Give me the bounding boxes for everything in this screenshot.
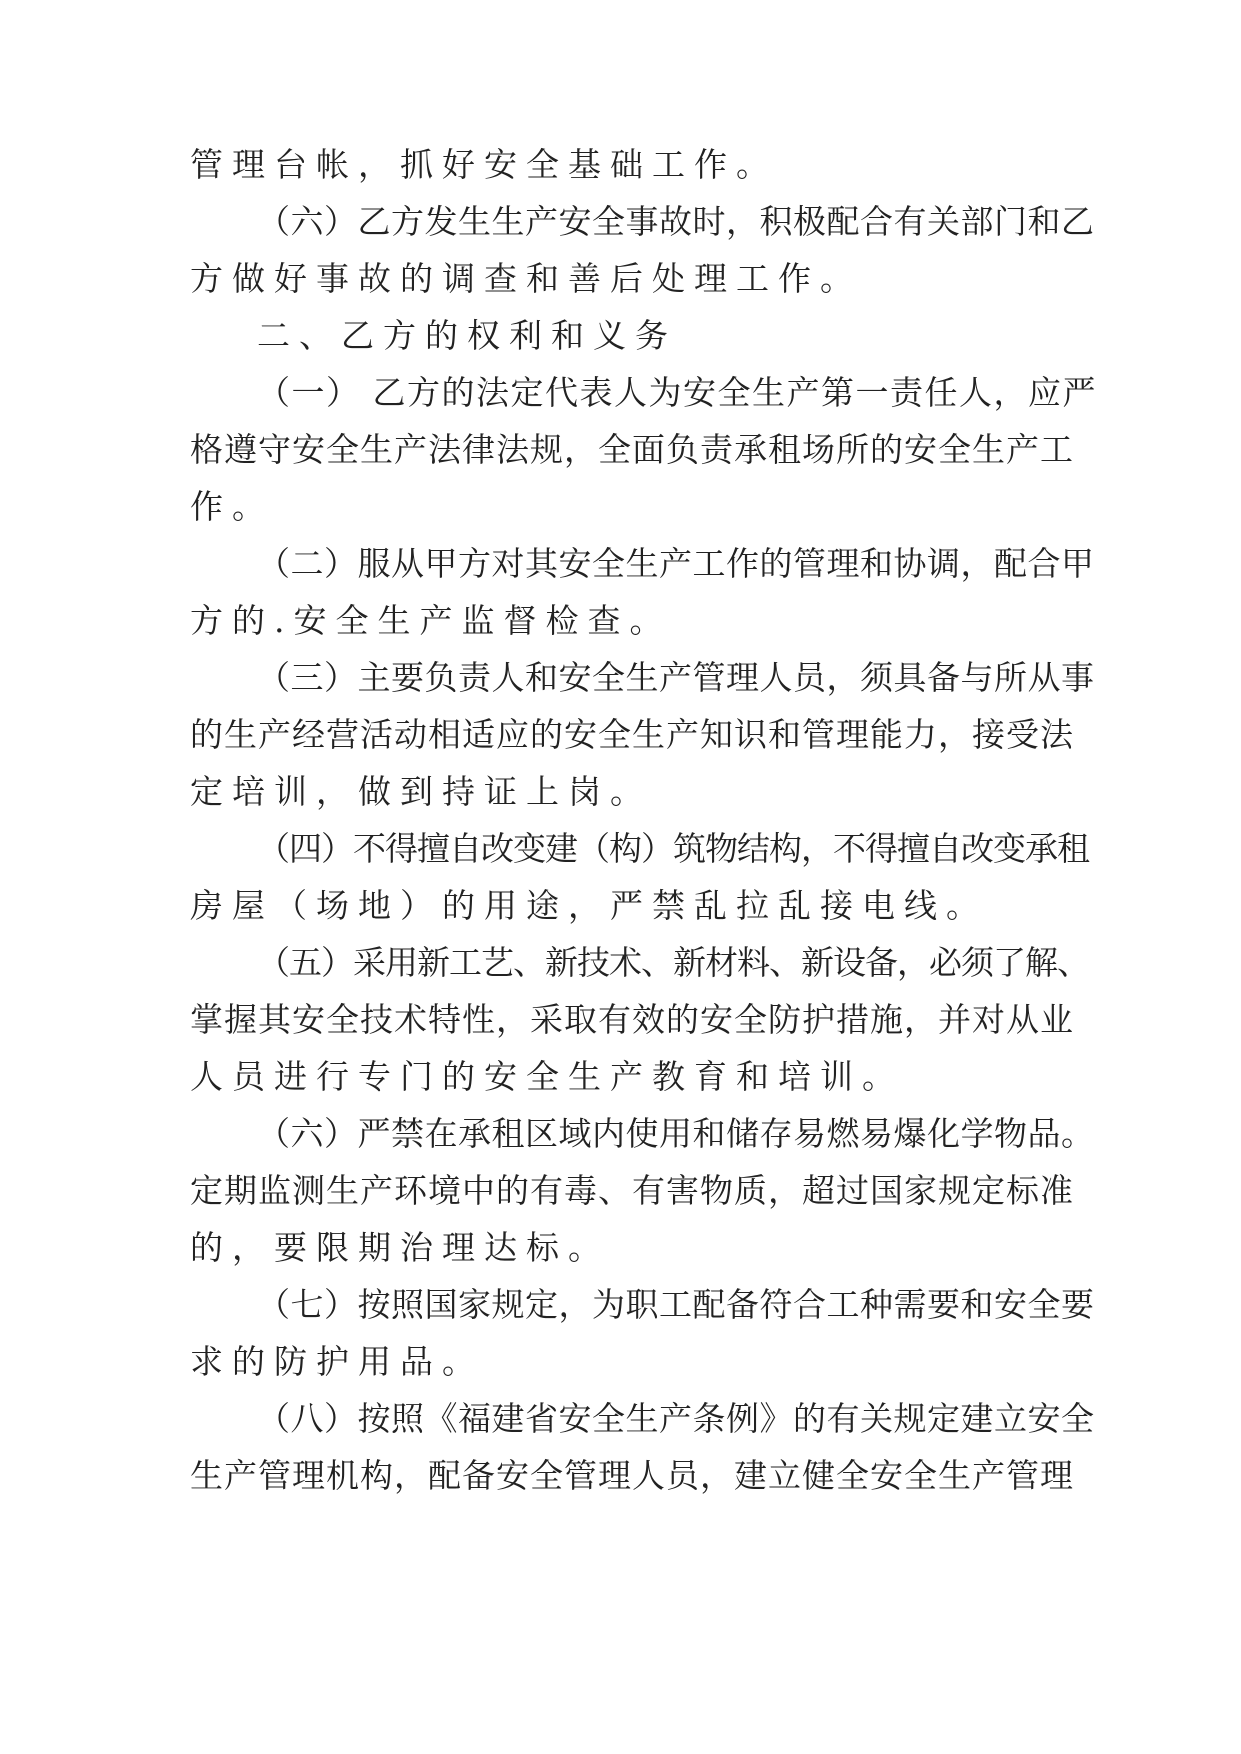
text-line: 格遵守安全生产法律法规，全面负责承租场所的安全生产工 [190, 430, 1074, 469]
text-line: （五）采用新工艺、新技术、新材料、新设备，必须了解、 [257, 943, 1089, 982]
text-line: 方做好事故的调查和善后处理工作。 [190, 259, 862, 298]
text-line: （六）乙方发生生产安全事故时，积极配合有关部门和乙 [257, 202, 1095, 241]
text-line: 管理台帐，抓好安全基础工作。 [190, 145, 778, 184]
text-line: 掌握其安全技术特性，采取有效的安全防护措施，并对从业 [190, 1000, 1074, 1039]
text-line: 定期监测生产环境中的有毒、有害物质，超过国家规定标准 [190, 1171, 1074, 1210]
text-line: （六）严禁在承租区域内使用和储存易燃易爆化学物品。 [257, 1114, 1095, 1153]
text-line: （七）按照国家规定，为职工配备符合工种需要和安全要 [257, 1285, 1095, 1324]
text-line: （二）服从甲方对其安全生产工作的管理和协调，配合甲 [257, 544, 1095, 583]
text-line: 的，要限期治理达标。 [190, 1228, 610, 1267]
section-heading: 二、乙方的权利和义务 [257, 316, 677, 355]
text-line: （八）按照《福建省安全生产条例》的有关规定建立安全 [257, 1399, 1095, 1438]
text-line: （一） 乙方的法定代表人为安全生产第一责任人，应严 [257, 373, 1097, 412]
text-line: （四）不得擅自改变建（构）筑物结构，不得擅自改变承租 [257, 829, 1089, 868]
text-line: 作。 [190, 487, 274, 526]
text-line: 的生产经营活动相适应的安全生产知识和管理能力，接受法 [190, 715, 1074, 754]
text-line: （三）主要负责人和安全生产管理人员，须具备与所从事 [257, 658, 1095, 697]
text-line: 生产管理机构，配备安全管理人员，建立健全安全生产管理 [190, 1456, 1074, 1495]
text-line: 房屋（场地）的用途，严禁乱拉乱接电线。 [190, 886, 988, 925]
text-line: 方的.安全生产监督检查。 [190, 601, 672, 640]
text-line: 求的防护用品。 [190, 1342, 484, 1381]
text-line: 定培训，做到持证上岗。 [190, 772, 652, 811]
text-line: 人员进行专门的安全生产教育和培训。 [190, 1057, 904, 1096]
